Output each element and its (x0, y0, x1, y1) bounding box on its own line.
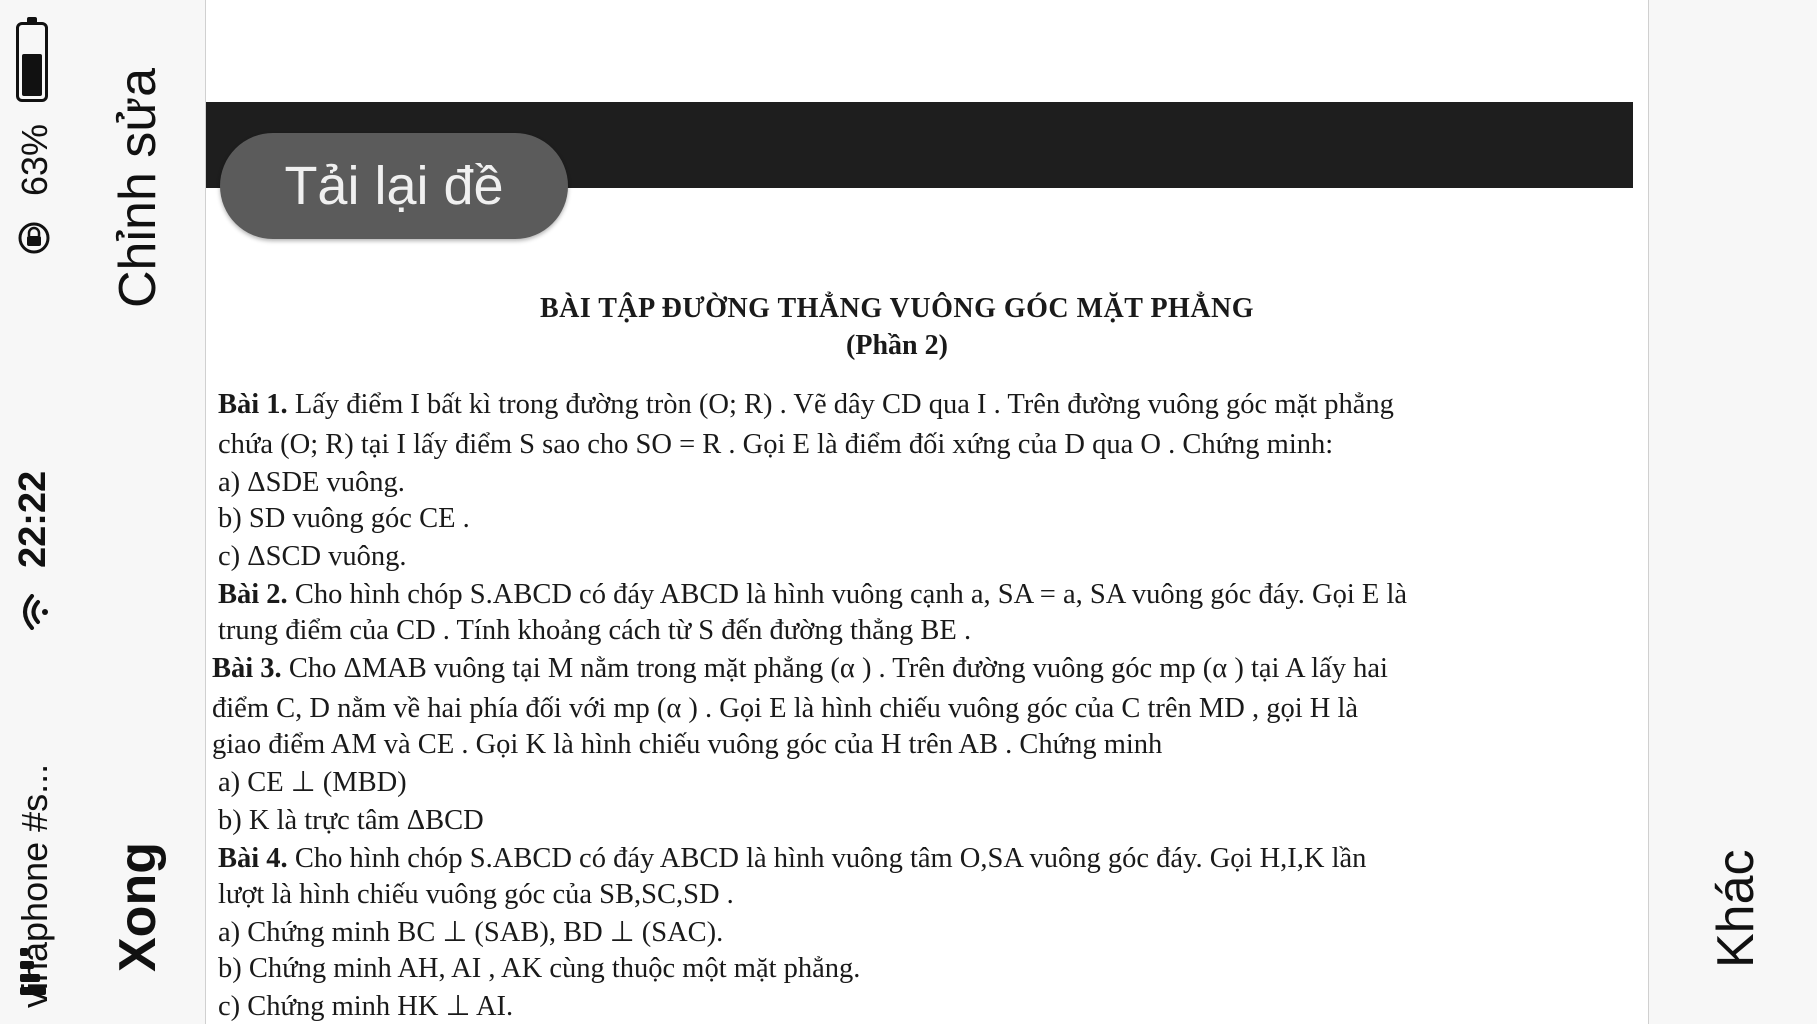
exercise-line (218, 538, 407, 576)
edit-button[interactable]: Chỉnh sửa (109, 67, 167, 308)
exercise-text: điểm C, D nằm về hai phía đối với mp (α ) . Gọi E là hình chiếu vuông góc của C trên MD , gọi H là (212, 693, 1359, 724)
status-bar (0, 0, 70, 1024)
done-button[interactable]: Xong (109, 842, 167, 972)
exercise-text: a) Chứng minh BC ⊥ (SAB), BD ⊥ (SAC). (218, 917, 724, 948)
exercise-text: chứa (O; R) tại I lấy điểm S sao cho SO = R . Gọi E là điểm đối xứng của D qua O . Chứng minh: (218, 429, 1334, 460)
exercise-line (212, 726, 1162, 764)
exercise-text: Cho hình chóp S.ABCD có đáy ABCD là hình vuông cạnh a, SA = a, SA vuông góc đáy. Gọi E là (287, 579, 1408, 610)
exercise-text: Cho hình chóp S.ABCD có đáy ABCD là hình vuông tâm O,SA vuông góc đáy. Gọi H,I,K lần (287, 843, 1367, 874)
exercise-text: trung điểm của CD . Tính khoảng cách từ S đến đường thẳng BE . (218, 615, 972, 646)
document-subtitle: (Phần 2) (846, 330, 948, 361)
exercise-line (218, 988, 513, 1024)
document-viewer[interactable] (205, 0, 1649, 1024)
exercise-label: Bài 4. (218, 843, 288, 874)
exercise-line (218, 764, 407, 802)
exercise-line (218, 500, 470, 538)
exercise-text: Cho ΔMAB vuông tại M nằm trong mặt phẳng (α ) . Trên đường vuông góc mp (α ) tại A lấy hai (281, 653, 1388, 684)
battery-percent: 63% (14, 123, 55, 196)
exercise-line (218, 426, 1333, 464)
exercise-line (212, 690, 1358, 728)
exercise-text: a) ΔSDE vuông. (218, 467, 405, 498)
exercise-line (218, 876, 734, 914)
exercise-line (218, 914, 723, 952)
exercise-line (218, 802, 484, 840)
more-button[interactable]: Khác (1707, 849, 1765, 968)
exercise-label: Bài 2. (218, 579, 288, 610)
exercise-text: b) K là trực tâm ΔBCD (218, 805, 484, 836)
exercise-text: b) SD vuông góc CE . (218, 503, 470, 534)
exercise-text: c) Chứng minh HK ⊥ AI. (218, 991, 514, 1022)
clock-time: 22:22 (12, 470, 54, 568)
exercise-label: Bài 1. (218, 389, 288, 420)
exercise-line (218, 840, 1366, 878)
battery-fill (22, 54, 42, 96)
carrier-name: vinaphone #s... (14, 763, 55, 1008)
exercise-text: a) CE ⊥ (MBD) (218, 767, 407, 798)
wifi-icon (16, 594, 56, 630)
exercise-line (218, 576, 1407, 614)
exercise-text: c) ΔSCD vuông. (218, 541, 407, 572)
exercise-line (218, 950, 860, 988)
orientation-lock-icon (16, 220, 52, 256)
exercise-line (218, 386, 1394, 424)
exercise-line (218, 612, 971, 650)
exercise-text: Lấy điểm I bất kì trong đường tròn (O; R) . Vẽ dây CD qua I . Trên đường vuông góc mặt phẳng (287, 389, 1394, 420)
exercise-text: b) Chứng minh AH, AI , AK cùng thuộc một mặt phẳng. (218, 953, 861, 984)
exercise-text: lượt là hình chiếu vuông góc của SB,SC,SD . (218, 879, 734, 910)
exercise-line (212, 650, 1388, 688)
reload-exam-button[interactable]: Tải lại đề (220, 133, 568, 239)
exercise-text: giao điểm AM và CE . Gọi K là hình chiếu vuông góc của H trên AB . Chứng minh (212, 729, 1163, 760)
exercise-line (218, 464, 405, 502)
exercise-label: Bài 3. (212, 653, 282, 684)
document-title: BÀI TẬP ĐƯỜNG THẲNG VUÔNG GÓC MẶT PHẲNG (539, 293, 1255, 324)
battery-icon (16, 22, 48, 102)
scanned-page (206, 290, 1648, 1022)
